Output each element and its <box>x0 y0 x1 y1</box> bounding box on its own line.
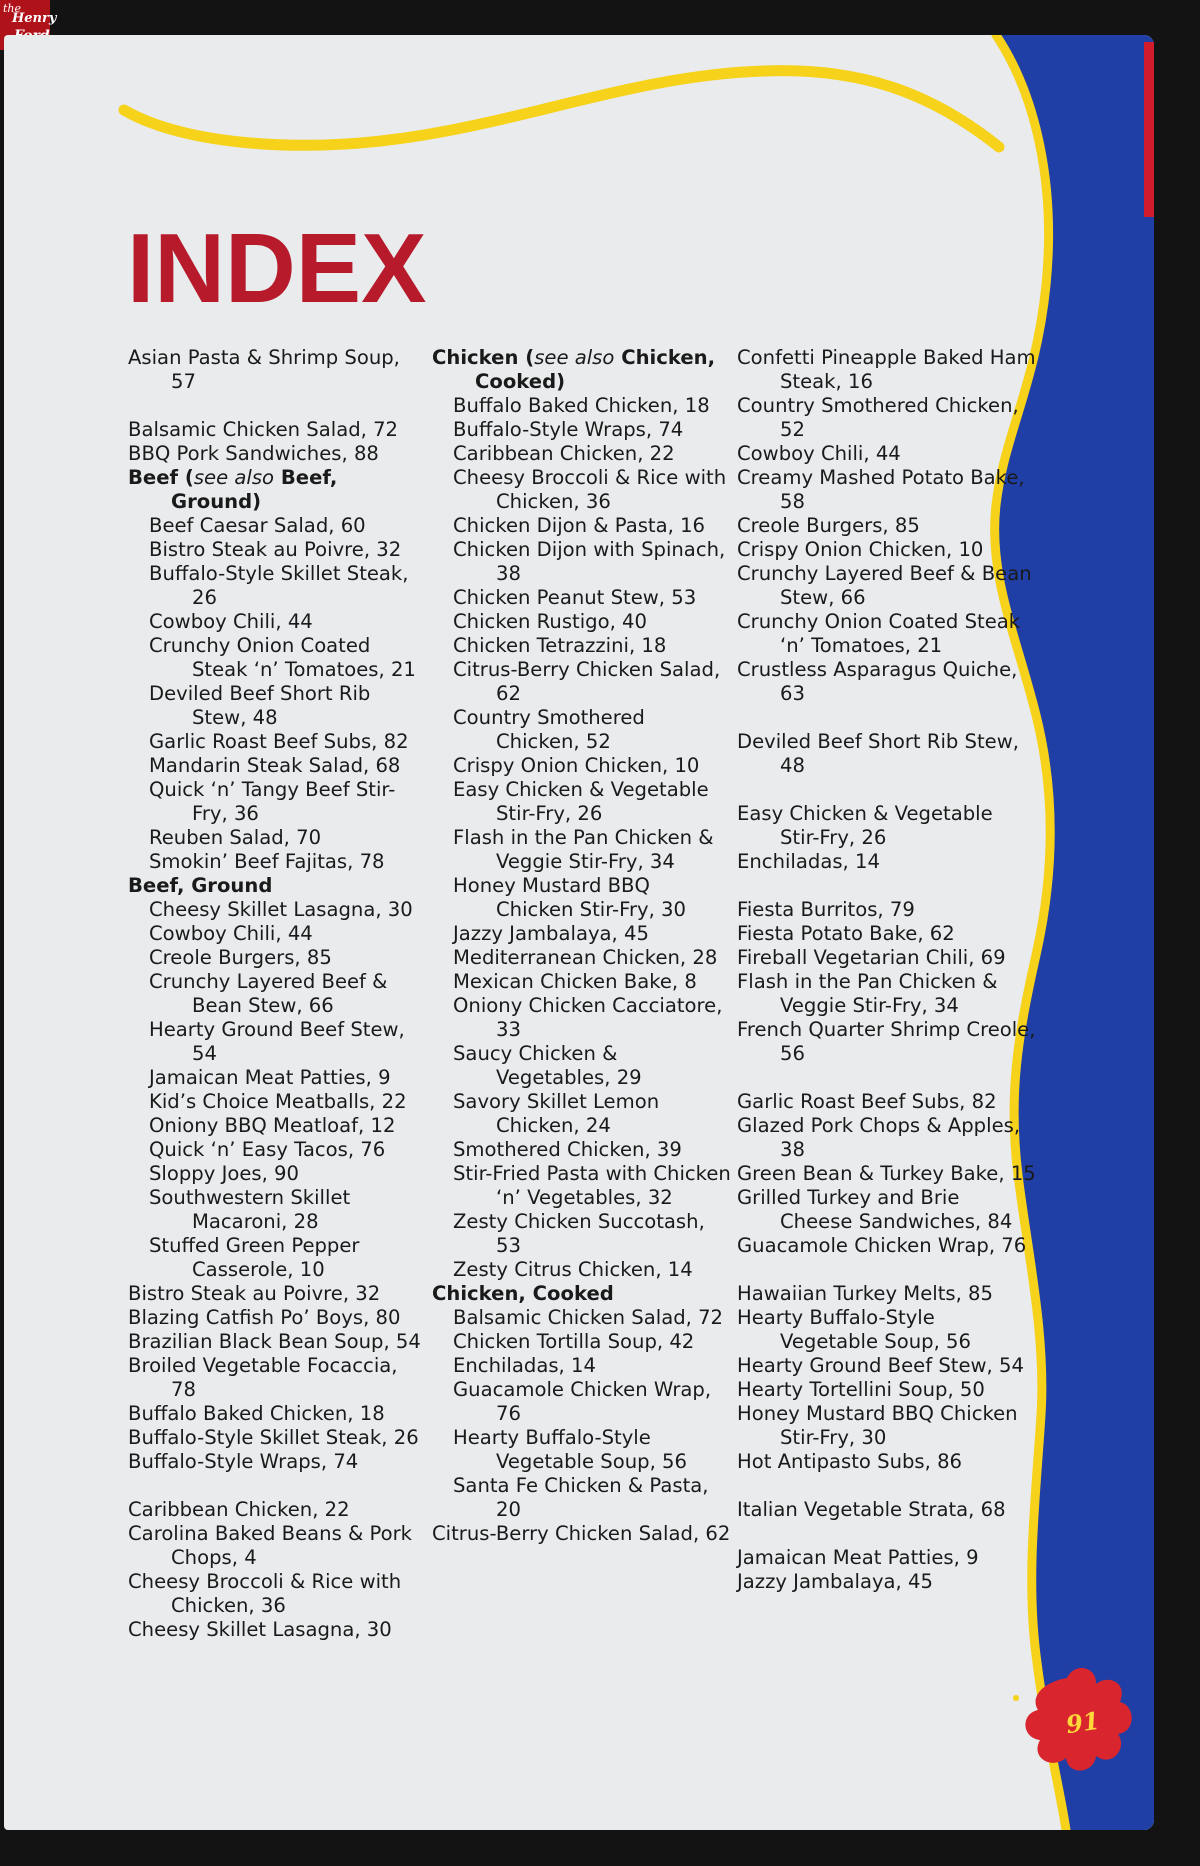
index-entry: Green Bean & Turkey Bake, 15 <box>737 1162 1036 1185</box>
index-subentry: Crunchy Onion Coated Steak ‘n’ Tomatoes, 21 <box>149 634 416 681</box>
index-subentry: Cheesy Broccoli & Rice with Chicken, 36 <box>453 466 727 513</box>
index-entry: French Quarter Shrimp Creole, 56 <box>737 1018 1036 1065</box>
index-entry: Crunchy Layered Beef & Bean Stew, 66 <box>737 562 1032 609</box>
index-subentry: Stuffed Green Pepper Casserole, 10 <box>149 1234 360 1281</box>
index-entry: Crunchy Onion Coated Steak ‘n’ Tomatoes, 21 <box>737 610 1021 657</box>
index-entry: Balsamic Chicken Salad, 72 <box>128 418 399 441</box>
index-entry: Grilled Turkey and Brie Cheese Sandwiches, 84 <box>737 1186 1013 1233</box>
index-entry: Asian Pasta & Shrimp Soup, 57 <box>128 346 400 393</box>
index-subentry: Flash in the Pan Chicken & Veggie Stir-Fry, 34 <box>453 826 714 873</box>
index-entry: Honey Mustard BBQ Chicken Stir-Fry, 30 <box>737 1402 1018 1449</box>
index-entry: Bistro Steak au Poivre, 32 <box>128 1282 381 1305</box>
index-entry: Carolina Baked Beans & Pork Chops, 4 <box>128 1522 413 1569</box>
index-entry: Cowboy Chili, 44 <box>737 442 901 465</box>
red-edge-tab <box>1144 42 1154 217</box>
index-entry: Italian Vegetable Strata, 68 <box>737 1498 1006 1521</box>
index-heading: Beef (see also Beef, Ground) <box>128 466 338 513</box>
heading-text: Beef, Ground <box>128 874 273 897</box>
index-entry: Brazilian Black Bean Soup, 54 <box>128 1330 421 1353</box>
index-subentry: Chicken Dijon with Spinach, 38 <box>453 538 726 585</box>
index-entry: Hawaiian Turkey Melts, 85 <box>737 1282 993 1305</box>
index-entry: Buffalo Baked Chicken, 18 <box>128 1402 385 1425</box>
see-also-ref: Beef, Ground <box>171 466 338 513</box>
index-subentry: Beef Caesar Salad, 60 <box>149 514 366 537</box>
index-entry: Broiled Vegetable Focaccia, 78 <box>128 1354 398 1401</box>
index-subentry: Chicken Rustigo, 40 <box>453 610 647 633</box>
index-entry: Blazing Catfish Po’ Boys, 80 <box>128 1306 401 1329</box>
index-subentry: Hearty Buffalo-Style Vegetable Soup, 56 <box>453 1426 687 1473</box>
see-also-text: see also <box>193 466 275 489</box>
index-subentry: Garlic Roast Beef Subs, 82 <box>149 730 409 753</box>
index-subentry: Southwestern Skillet Macaroni, 28 <box>149 1186 351 1233</box>
index-entry: Fireball Vegetarian Chili, 69 <box>737 946 1006 969</box>
index-subentry: Quick ‘n’ Easy Tacos, 76 <box>149 1138 386 1161</box>
index-subentry: Buffalo Baked Chicken, 18 <box>453 394 710 417</box>
index-column-2 <box>432 346 732 1546</box>
index-subentry: Smothered Chicken, 39 <box>453 1138 682 1161</box>
index-entry: Easy Chicken & Vegetable Stir-Fry, 26 <box>737 802 993 849</box>
index-entry: Flash in the Pan Chicken & Veggie Stir-Fry, 34 <box>737 970 998 1017</box>
see-also-text: see also <box>534 346 615 369</box>
heading-text: Beef <box>128 466 179 489</box>
index-heading <box>128 874 428 898</box>
index-column-1 <box>128 346 428 1642</box>
index-subentry: Stir-Fried Pasta with Chicken ‘n’ Vegetables, 32 <box>453 1162 731 1209</box>
index-subentry: Chicken Tetrazzini, 18 <box>453 634 667 657</box>
index-subentry: Guacamole Chicken Wrap, 76 <box>453 1378 712 1425</box>
index-subentry: Santa Fe Chicken & Pasta, 20 <box>453 1474 709 1521</box>
index-subentry: Deviled Beef Short Rib Stew, 48 <box>149 682 371 729</box>
index-subentry: Hearty Ground Beef Stew, 54 <box>149 1018 405 1065</box>
index-subentry: Zesty Chicken Succotash, 53 <box>453 1210 705 1257</box>
index-entry: Cheesy Skillet Lasagna, 30 <box>128 1618 392 1641</box>
index-entry: Crustless Asparagus Quiche, 63 <box>737 658 1018 705</box>
yellow-top-swoosh <box>124 71 999 147</box>
index-subentry: Jazzy Jambalaya, 45 <box>453 922 649 945</box>
index-entry: Caribbean Chicken, 22 <box>128 1498 350 1521</box>
index-subentry: Saucy Chicken & Vegetables, 29 <box>453 1042 642 1089</box>
index-subentry: Oniony BBQ Meatloaf, 12 <box>149 1114 396 1137</box>
index-subentry: Creole Burgers, 85 <box>149 946 332 969</box>
index-entry: Creamy Mashed Potato Bake, 58 <box>737 466 1025 513</box>
index-subentry: Honey Mustard BBQ Chicken Stir-Fry, 30 <box>453 874 686 921</box>
index-entry: Guacamole Chicken Wrap, 76 <box>737 1234 1027 1257</box>
index-entry: Cheesy Broccoli & Rice with Chicken, 36 <box>128 1570 402 1617</box>
index-entry: Hearty Tortellini Soup, 50 <box>737 1378 985 1401</box>
index-subentry: Jamaican Meat Patties, 9 <box>149 1066 391 1089</box>
index-heading <box>432 1282 732 1306</box>
index-column-3 <box>737 346 1037 1594</box>
logo-text-the: the <box>3 2 22 15</box>
index-subentry: Mexican Chicken Bake, 8 <box>453 970 697 993</box>
index-subentry: Balsamic Chicken Salad, 72 <box>453 1306 724 1329</box>
index-entry: Jazzy Jambalaya, 45 <box>737 1570 933 1593</box>
index-subentry: Buffalo-Style Wraps, 74 <box>453 418 684 441</box>
index-subentry: Mandarin Steak Salad, 68 <box>149 754 401 777</box>
index-entry: Crispy Onion Chicken, 10 <box>737 538 984 561</box>
index-entry: Country Smothered Chicken, 52 <box>737 394 1019 441</box>
index-subentry: Chicken Tortilla Soup, 42 <box>453 1330 695 1353</box>
index-subentry: Buffalo-Style Skillet Steak, 26 <box>149 562 409 609</box>
index-subentry: Crunchy Layered Beef & Bean Stew, 66 <box>149 970 388 1017</box>
index-entry: Fiesta Potato Bake, 62 <box>737 922 955 945</box>
index-entry: Enchiladas, 14 <box>737 850 880 873</box>
index-subentry: Kid’s Choice Meatballs, 22 <box>149 1090 407 1113</box>
index-subentry: Crispy Onion Chicken, 10 <box>453 754 700 777</box>
index-subentry: Savory Skillet Lemon Chicken, 24 <box>453 1090 660 1137</box>
index-entry: Jamaican Meat Patties, 9 <box>737 1546 979 1569</box>
heading-text: Chicken <box>432 346 519 369</box>
page-number-badge <box>1012 1660 1142 1780</box>
index-entry: Hearty Buffalo-Style Vegetable Soup, 56 <box>737 1306 971 1353</box>
index-subentry: Zesty Citrus Chicken, 14 <box>453 1258 693 1281</box>
index-subentry: Cheesy Skillet Lasagna, 30 <box>149 898 413 921</box>
index-subentry: Enchiladas, 14 <box>453 1354 596 1377</box>
index-subentry: Mediterranean Chicken, 28 <box>453 946 718 969</box>
index-subentry: Quick ‘n’ Tangy Beef Stir-Fry, 36 <box>149 778 396 825</box>
heading-text: Chicken, Cooked <box>432 1282 614 1305</box>
index-subentry: Caribbean Chicken, 22 <box>453 442 675 465</box>
index-entry: Hearty Ground Beef Stew, 54 <box>737 1354 1024 1377</box>
page-number: 91 <box>1064 1705 1102 1740</box>
index-subentry: Country Smothered Chicken, 52 <box>453 706 645 753</box>
index-entry: Fiesta Burritos, 79 <box>737 898 915 921</box>
index-subentry: Cowboy Chili, 44 <box>149 922 313 945</box>
cookbook-page <box>4 35 1154 1830</box>
index-entry: Citrus-Berry Chicken Salad, 62 <box>432 1522 731 1545</box>
logo-text-henry: Henry <box>12 11 57 26</box>
index-entry: Creole Burgers, 85 <box>737 514 920 537</box>
index-entry: Confetti Pineapple Baked Ham Steak, 16 <box>737 346 1036 393</box>
index-entry: BBQ Pork Sandwiches, 88 <box>128 442 379 465</box>
index-subentry: Oniony Chicken Cacciatore, 33 <box>453 994 723 1041</box>
index-entry: Hot Antipasto Subs, 86 <box>737 1450 963 1473</box>
index-subentry: Chicken Peanut Stew, 53 <box>453 586 697 609</box>
index-entry: Buffalo-Style Skillet Steak, 26 <box>128 1426 419 1449</box>
index-subentry: Chicken Dijon & Pasta, 16 <box>453 514 706 537</box>
index-entry: Garlic Roast Beef Subs, 82 <box>737 1090 997 1113</box>
index-subentry: Easy Chicken & Vegetable Stir-Fry, 26 <box>453 778 709 825</box>
index-heading: Chicken (see also Chicken, Cooked) <box>432 346 716 393</box>
index-subentry: Sloppy Joes, 90 <box>149 1162 299 1185</box>
index-entry: Deviled Beef Short Rib Stew, 48 <box>737 730 1019 777</box>
index-entry: Glazed Pork Chops & Apples, 38 <box>737 1114 1021 1161</box>
see-also-ref: Chicken, Cooked <box>475 346 716 393</box>
index-subentry: Cowboy Chili, 44 <box>149 610 313 633</box>
index-subentry: Reuben Salad, 70 <box>149 826 322 849</box>
index-subentry: Citrus-Berry Chicken Salad, 62 <box>453 658 721 705</box>
index-title: INDEX <box>127 213 427 323</box>
index-subentry: Smokin’ Beef Fajitas, 78 <box>149 850 385 873</box>
index-subentry: Bistro Steak au Poivre, 32 <box>149 538 402 561</box>
index-entry: Buffalo-Style Wraps, 74 <box>128 1450 359 1473</box>
